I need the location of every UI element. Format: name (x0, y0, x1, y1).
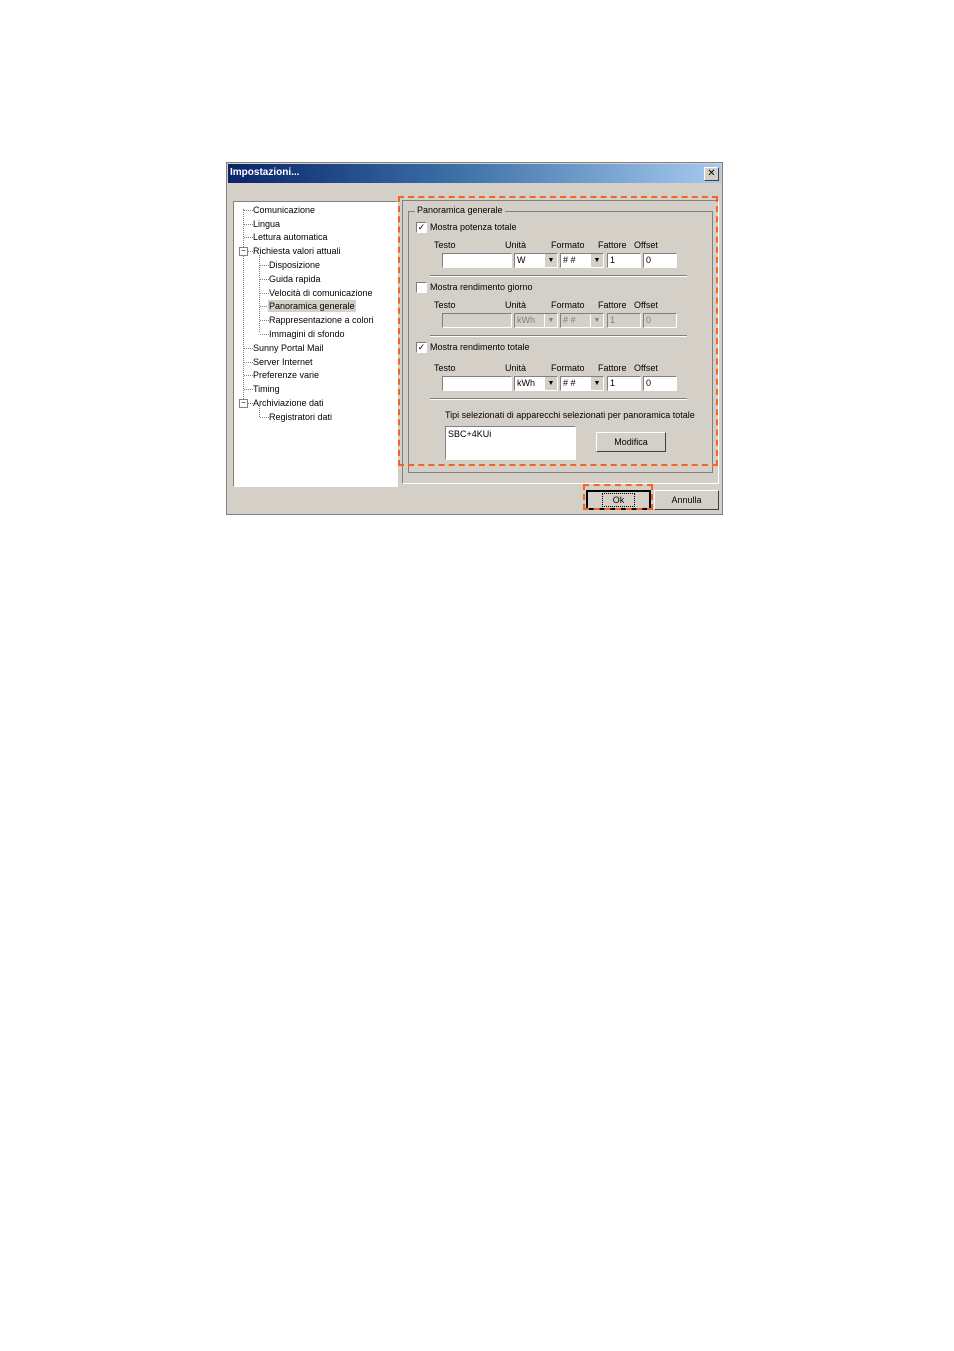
cancel-button-label: Annulla (671, 495, 702, 505)
tree-line (244, 210, 253, 211)
tree-line (244, 362, 253, 363)
list-item[interactable]: SBC+4KUi (448, 429, 492, 439)
devices-label: Tipi selezionati di apparecchi selezionati per panoramica totale (445, 410, 695, 420)
total-yield-unit-value: kWh (517, 378, 535, 388)
col-testo-label: Testo (434, 240, 456, 250)
col-offset-label: Offset (634, 363, 658, 373)
tree-line (260, 334, 269, 335)
collapse-icon[interactable]: − (239, 399, 248, 408)
tree-item-disposizione[interactable]: Disposizione (269, 260, 321, 270)
tree-item-comunicazione[interactable]: Comunicazione (253, 205, 316, 215)
tree-line (260, 417, 269, 418)
tree-item-lingua[interactable]: Lingua (253, 219, 281, 229)
total-yield-factor-input[interactable]: 1 (607, 376, 641, 391)
tree-line (260, 320, 269, 321)
col-formato-label: Formato (551, 300, 585, 310)
ok-button-label: Ok (602, 493, 636, 507)
col-formato-label: Formato (551, 363, 585, 373)
tree-line (244, 224, 253, 225)
col-offset-label: Offset (634, 300, 658, 310)
col-unita-label: Unità (505, 363, 527, 373)
tree-item-lettura-automatica[interactable]: Lettura automatica (253, 232, 328, 242)
tree-line (260, 293, 269, 294)
total-power-offset-input[interactable]: 0 (643, 253, 677, 268)
cancel-button[interactable] (654, 490, 719, 510)
chevron-down-icon[interactable]: ▼ (590, 314, 603, 327)
daily-yield-unit-value: kWh (517, 315, 535, 325)
show-total-power-label: Mostra potenza totale (430, 222, 517, 232)
chevron-down-icon[interactable]: ▼ (590, 377, 603, 390)
daily-yield-format-value: # # (563, 315, 576, 325)
tree-line (244, 389, 253, 390)
chevron-down-icon[interactable]: ▼ (544, 254, 557, 267)
modify-button-label: Modifica (614, 437, 648, 447)
tree-item-registratori-dati[interactable]: Registratori dati (269, 412, 333, 422)
tree-line (244, 348, 253, 349)
col-fattore-label: Fattore (598, 363, 627, 373)
settings-tree[interactable] (233, 201, 398, 487)
col-formato-label: Formato (551, 240, 585, 250)
tree-line (244, 237, 253, 238)
tree-item-immagini-sfondo[interactable]: Immagini di sfondo (269, 329, 345, 339)
title-bar (228, 164, 721, 183)
col-testo-label: Testo (434, 300, 456, 310)
col-offset-label: Offset (634, 240, 658, 250)
collapse-icon[interactable]: − (239, 247, 248, 256)
tree-item-rappresentazione-colori[interactable]: Rappresentazione a colori (269, 315, 374, 325)
close-icon[interactable]: ✕ (704, 167, 719, 181)
show-daily-yield-label: Mostra rendimento giorno (430, 282, 533, 292)
col-fattore-label: Fattore (598, 300, 627, 310)
tree-item-archiviazione-dati[interactable]: Archiviazione dati (253, 398, 324, 408)
chevron-down-icon[interactable]: ▼ (544, 377, 557, 390)
show-total-power-checkbox[interactable]: ✓ (417, 222, 426, 232)
total-power-format-value: # # (563, 255, 576, 265)
tree-item-sunny-portal-mail[interactable]: Sunny Portal Mail (253, 343, 324, 353)
window-title: Impostazioni... (230, 167, 300, 178)
col-unita-label: Unità (505, 240, 527, 250)
daily-yield-offset-input[interactable]: 0 (643, 313, 677, 328)
tree-item-richiesta-valori-attuali[interactable]: Richiesta valori attuali (253, 246, 341, 256)
col-unita-label: Unità (505, 300, 527, 310)
col-fattore-label: Fattore (598, 240, 627, 250)
col-testo-label: Testo (434, 363, 456, 373)
total-power-factor-input[interactable]: 1 (607, 253, 641, 268)
tree-item-guida-rapida[interactable]: Guida rapida (269, 274, 321, 284)
tree-item-server-internet[interactable]: Server Internet (253, 357, 313, 367)
tree-line (260, 265, 269, 266)
tree-line (260, 279, 269, 280)
group-title: Panoramica generale (417, 205, 503, 215)
tree-item-panoramica-generale[interactable]: Panoramica generale (269, 301, 355, 311)
chevron-down-icon[interactable]: ▼ (544, 314, 557, 327)
show-total-yield-label: Mostra rendimento totale (430, 342, 530, 352)
total-yield-format-value: # # (563, 378, 576, 388)
highlight-panel (398, 196, 718, 466)
daily-yield-factor-input[interactable]: 1 (607, 313, 641, 328)
total-yield-offset-input[interactable]: 0 (643, 376, 677, 391)
tree-item-preferenze-varie[interactable]: Preferenze varie (253, 370, 320, 380)
chevron-down-icon[interactable]: ▼ (590, 254, 603, 267)
tree-item-timing[interactable]: Timing (253, 384, 280, 394)
tree-item-velocita-comunicazione[interactable]: Velocità di comunicazione (269, 288, 373, 298)
show-total-yield-checkbox[interactable]: ✓ (417, 342, 426, 352)
tree-line (244, 375, 253, 376)
highlight-ok (583, 484, 653, 510)
total-power-unit-value: W (517, 255, 526, 265)
